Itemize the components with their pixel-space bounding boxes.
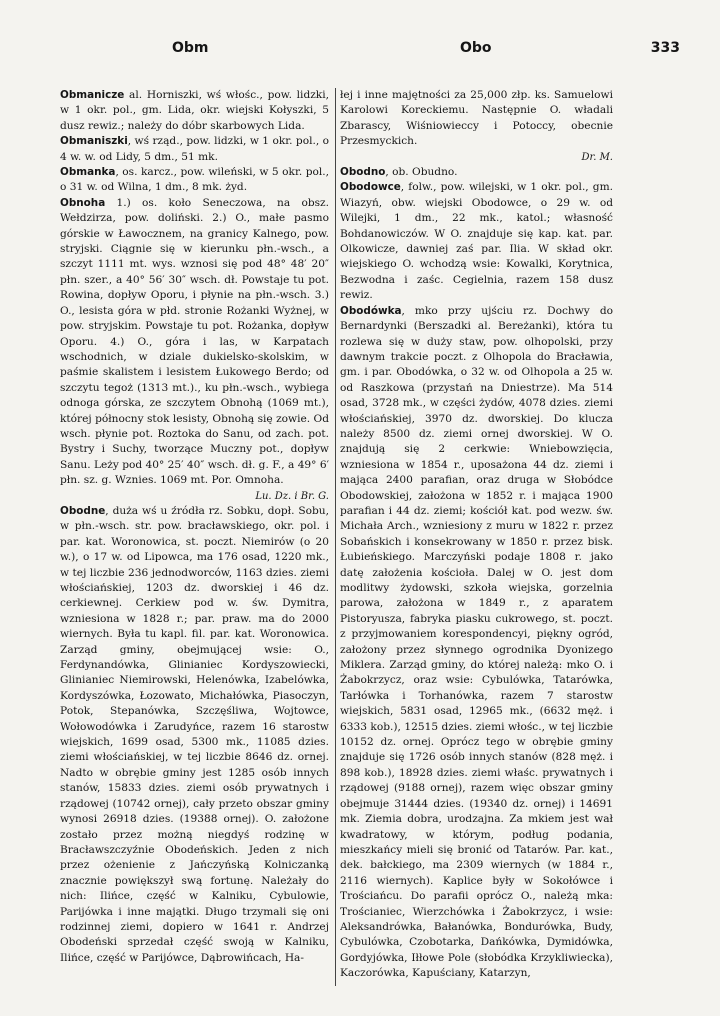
- entry-headword: Obodowce: [340, 181, 401, 194]
- entry-text: , folw., pow. wilejski, w 1 okr. pol., gm. Wiazyń, obw. wiejski Obodowce, o 29 w. od Wilejki, 1 dm., 22 mk., katol.; własność Bohdanowiczów. W O. znajduje się kap. kat. par. Olkowicze, dawniej zaś par. Ilia. W skład okr. wiejskiego O. wchodzą wsie: Kowalki, Korytnica, Bezwodna i zaśc. Cegielnia, razem 158 dusz rewiz.: [340, 181, 613, 302]
- entry-headword: Obodne: [60, 504, 106, 517]
- left-column: [60, 88, 329, 1003]
- dictionary-entry: [340, 180, 613, 303]
- dictionary-entry: [340, 88, 613, 165]
- dictionary-entry: [60, 196, 329, 504]
- entry-text: łej i inne majętności za 25,000 złp. ks. Samuelowi Karolowi Koreckiemu. Następnie O. władali Zbarascy, Wiśniowieccy i Potoccy, obecnie Przesmyckich.: [340, 89, 613, 148]
- entry-headword: Obodówka: [340, 304, 402, 317]
- column-divider: [335, 88, 336, 986]
- dictionary-entry: [60, 165, 329, 196]
- dictionary-entry: [60, 504, 329, 966]
- dictionary-entry: [60, 88, 329, 134]
- dictionary-entry: [60, 134, 329, 165]
- entry-headword: Obmanka: [60, 166, 116, 179]
- entry-headword: Obmaniszki: [60, 135, 128, 148]
- entry-text: 1.) os. koło Seneczowa, na obsz. Wełdzirza, pow. doliński. 2.) O., małe pasmo górskie w Ławocznem, na granicy Kalnego, pow. stryjski. Ciągnie się w kierunku płn.-wsch., a szczyt 1111 mt. wys. wznosi się pod 48° 48′ 20″ płn. szer., a 40° 56′ 30″ wsch. dł. Powstaje tu pot. Rowina, dopływ Oporu, i płynie na płn.-wsch. 3.) O., lesista góra w płd. stronie Rożanki Wyżnej, w pow. stryjskim. Powstaje tu pot. Rożanka, dopływ Oporu. 4.) O., góra i las, w Karpatach wschodnich, w dziale dukielsko-skolskim, w paśmie skalistem i lesistem Łukowego Berdo; od szczytu tegoż (1313 mt.)., ku płn.-wsch., wybiega odnoga górska, ze szczytem Obnohą (1069 mt.), której północny stok lesisty, Obnohą się zowie. Od wsch. płynie pot. Roztoka do Sanu, od zach. pot. Bystry i Suchy, tworzące Muczny pot., dopływ Sanu. Leży pod 40° 25′ 40″ wsch. dł. g. F., a 49° 6′ płn. sz. g. Wznies. 1069 mt. Por. Omnoha.: [60, 196, 329, 487]
- entry-text: , ob. Obudno.: [385, 166, 458, 179]
- page-number: 333: [650, 40, 680, 56]
- entry-headword: Obnoha: [60, 196, 106, 209]
- right-column: [340, 88, 613, 1003]
- entry-author-signature: Lu. Dz. i Br. G.: [255, 490, 329, 502]
- entry-headword: Obmanicze: [60, 89, 125, 101]
- entry-text: , duża wś u źródła rz. Sobku, dopł. Sobu, w płn.-wsch. str. pow. bracławskiego, okr. pol. i par. kat. Woronowica, st. poczt. Niemirów (o 20 w.), o 17 w. od Lipowca, ma 176 osad, 1220 mk., w tej liczbie 236 jednodworców, 1163 dzies. ziemi włościańskiej, 1203 dz. dworskiej i 46 dz. cerkiewnej. Cerkiew pod w. św. Dymitra, wzniesiona w 1828 r.; par. praw. ma do 2000 wiernych. Była tu kapl. fil. par. kat. Woronowica. Zarząd gminy, obejmującej wsie: O., Ferdynandówka, Glinianiec Kordyszowiecki, Glinianiec Niemirowski, Helenówka, Izabelówka, Kordyszówka, Łozowato, Michałówka, Piasoczyn, Potok, Stepanówka, Szczęśliwa, Wojtowce, Wołowodówka i Zarudyńce, razem 16 starostw wiejskich, 1699 osad, 5300 mk., 11085 dzies. ziemi włościańskiej, w tej liczbie 8646 dz. ornej. Nadto w obrębie gminy jest 1285 osób innych stanów, 15833 dzies. ziemi osób prywatnych i rządowej (10742 ornej), cały przeto obszar gminy wynosi 26918 dzies. (19388 ornej). O. założone zostało przez możną niegdyś rodzinę w Bracławszczyźnie Obodeńskich. Jeden z nich przez ożenienie z Jańczyńską Kolniczanką znacznie powiększył swą fortunę. Należały do nich: Ilińce, część w Kalniku, Cybulowie, Parijówka i inne majątki. Długo trzymali się oni rodzinnej ziemi, dopiero w 1641 r. Andrzej Obodeński sprzedał część swoją w Kalniku, Ilińce, część w Parijówce, Dąbrowińcach, Ha-: [60, 504, 329, 964]
- entry-headword: Obodno: [340, 166, 386, 179]
- entry-text: al. Horniszki, wś włośc., pow. lidzki, w 1 okr. pol., gm. Lida, okr. wiejski Kołyszki, 5 dusz rewiz.; należy do dóbr skarbowych Lida.: [60, 89, 329, 132]
- entry-author-signature: Dr. M.: [581, 151, 613, 163]
- dictionary-entry: [340, 304, 613, 982]
- header-left-keyword: Obm: [172, 40, 209, 56]
- entry-text: , os. karcz., pow. wileński, w 5 okr. pol., o 31 w. od Wilna, 1 dm., 8 mk. żyd.: [60, 166, 329, 194]
- running-header: [60, 40, 680, 62]
- entry-text: , mko przy ujściu rz. Dochwy do Bernardynki (Berszadki al. Bereżanki), która tu rozlewa się w duży staw, pow. olhopolski, przy dawnym trakcie poczt. z Olhopola do Bracławia, gm. i par. Obodówka, o 32 w. od Olhopola a 25 w. od Raszkowa (przystań na Dniestrze). Ma 514 osad, 3728 mk., w części żydów, 4078 dzies. ziemi włościańskiej, 3970 dz. dworskiej. Do klucza należy 8500 dz. ziemi ornej dworskiej. W O. znajdują się 2 cerkwie: Wniebowzięcia, wzniesiona w 1854 r., uposażona 44 dz. ziemi i mająca 2400 parafian, oraz druga w Słobódce Obodowskiej, założona w 1852 r. i mająca 1900 parafian i 44 dz. ziemi; kościół kat. pod wezw. św. Michała Arch., wzniesiony z muru w 1822 r. przez Sobańskich i konsekrowany w 1850 r. przez bisk. Łubieńskiego. Marczyński podaje 1808 r. jako datę założenia kościoła. Dalej w O. jest dom modlitwy żydowski, szkoła wiejska, gorzelnia parowa, założona w 1849 r., z aparatem Pistoryusza, fabryka piasku cukrowego, st. poczt. z przyjmowaniem korespondencyi, piękny ogród, założony przez słynnego ogrodnika Dyonizego Miklera. Zarząd gminy, do której należą: mko O. i Żabokrzycz, oraz wsie: Cybulówka, Tatarówka, Tarłówka i Torhanówka, razem 7 starostw wiejskich, 5831 osad, 12965 mk., (6632 męż. i 6333 kob.), 12515 dzies. ziemi włośc., w tej liczbie 10152 dz. ornej. Oprócz tego w obrębie gminy znajduje się 1726 osób innych stanów (828 męż. i 898 kob.), 18928 dzies. ziemi właśc. prywatnych i rządowej (9188 ornej), razem więc obszar gminy obejmuje 31444 dzies. (19340 dz. ornej) i 14691 mk. Ziemia dobra, urodzajna. Za mkiem jest wał kwadratowy, w którym, podług podania, mieszkańcy mieli się bronić od Tatarów. Par. kat., dek. bałckiego, ma 2309 wiernych (w 1884 r., 2116 wiernych). Kaplice były w Sokołówce i Trościańcu. Do parafii oprócz O., należą mka: Trościaniec, Wierzchówka i Żabokrzycz, i wsie: Aleksandrówka, Bałanówka, Bondurówka, Budy, Cybulówka, Czobotarka, Dańkówka, Dymidówka, Gordyjówka, Iłłowe Pole (słobódka Krzykliwiecka), Kaczorówka, Kapuściany, Katarzyn,: [340, 304, 613, 980]
- dictionary-entry: [340, 165, 613, 180]
- entry-text: , wś rząd., pow. lidzki, w 1 okr. pol., o 4 w. w. od Lidy, 5 dm., 51 mk.: [60, 135, 329, 163]
- header-right-keyword: Obo: [460, 40, 492, 56]
